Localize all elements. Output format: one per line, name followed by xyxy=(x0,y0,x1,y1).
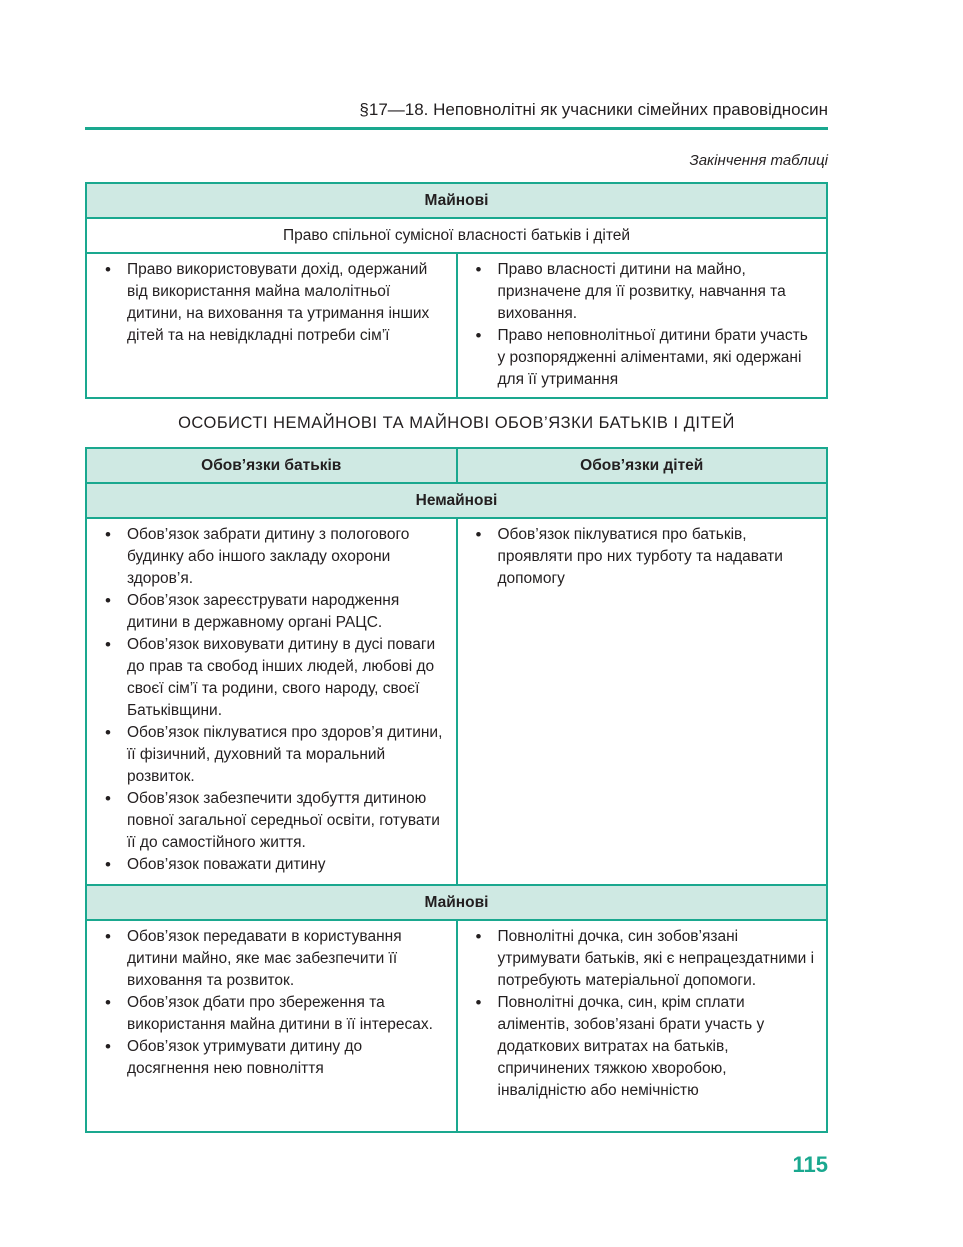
nonproperty-children-cell xyxy=(457,518,828,885)
nonproperty-section-header: Немайнові xyxy=(86,483,827,518)
running-head: §17—18. Неповнолітні як учасники сімейних правовідносин xyxy=(359,100,828,119)
list-item: • Обов’язок утримувати дитину до досягнення нею повноліття xyxy=(105,1036,446,1080)
table1-left-cell xyxy=(86,253,457,398)
list-item: • Обов’язок забезпечити здобуття дитиною повної загальної середньої освіти, готувати її до самостійного життя. xyxy=(105,788,446,854)
list-item: • Право власності дитини на майно, призначене для її розвитку, навчання та виховання. xyxy=(476,259,817,325)
section-title: ОСОБИСТІ НЕМАЙНОВІ ТА МАЙНОВІ ОБОВ’ЯЗКИ БАТЬКІВ І ДІТЕЙ xyxy=(178,414,735,432)
list-item: • Обов’язок виховувати дитину в дусі поваги до прав та свобод інших людей, любові до своєї сім’ї та родини, свого народу, своєї Батьківщини. xyxy=(105,634,446,722)
list-item: • Повнолітні дочка, син, крім сплати аліментів, зобов’язані брати участь у додаткових витратах на батьків, спричинених тяжкою хворобою, інвалідністю або немічністю xyxy=(476,992,817,1102)
property-rights-table xyxy=(85,182,828,399)
page-number: 115 xyxy=(792,1152,828,1177)
column-header-children: Обов’язки дітей xyxy=(457,448,828,483)
table1-header: Майнові xyxy=(86,183,827,218)
header-rule xyxy=(85,127,828,130)
nonproperty-parents-cell xyxy=(86,518,457,885)
table1-right-cell xyxy=(457,253,828,398)
list-item: • Право неповнолітньої дитини брати участь у розпорядженні аліментами, які одержані для її утримання xyxy=(476,325,817,391)
table1-subheader: Право спільної сумісної власності батьків і дітей xyxy=(86,218,827,253)
property-children-cell xyxy=(457,920,828,1132)
duties-table xyxy=(85,447,828,1133)
column-header-parents: Обов’язки батьків xyxy=(86,448,457,483)
list-item: • Обов’язок зареєструвати народження дитини в державному органі РАЦС. xyxy=(105,590,446,634)
list-item: • Право використовувати дохід, одержаний від використання майна малолітньої дитини, на виховання та утримання інших дітей та на невідкладні потреби сім’ї xyxy=(105,259,446,347)
list-item: • Обов’язок передавати в користування дитини майно, яке має забезпечити її виховання та розвиток. xyxy=(105,926,446,992)
list-item: • Обов’язок забрати дитину з пологового будинку або іншого закладу охорони здоров’я. xyxy=(105,524,446,590)
list-item: • Обов’язок дбати про збереження та використання майна дитини в її інтересах. xyxy=(105,992,446,1036)
property-section-header: Майнові xyxy=(86,885,827,920)
list-item: • Обов’язок піклуватися про здоров’я дитини, її фізичний, духовний та моральний розвиток. xyxy=(105,722,446,788)
property-parents-cell xyxy=(86,920,457,1132)
list-item: • Повнолітні дочка, син зобов’язані утримувати батьків, які є непрацездатними і потребують матеріальної допомоги. xyxy=(476,926,817,992)
table-continuation-note: Закінчення таблиці xyxy=(689,152,828,169)
list-item: • Обов’язок піклуватися про батьків, проявляти про них турботу та надавати допомогу xyxy=(476,524,817,590)
list-item: • Обов’язок поважати дитину xyxy=(105,854,446,876)
